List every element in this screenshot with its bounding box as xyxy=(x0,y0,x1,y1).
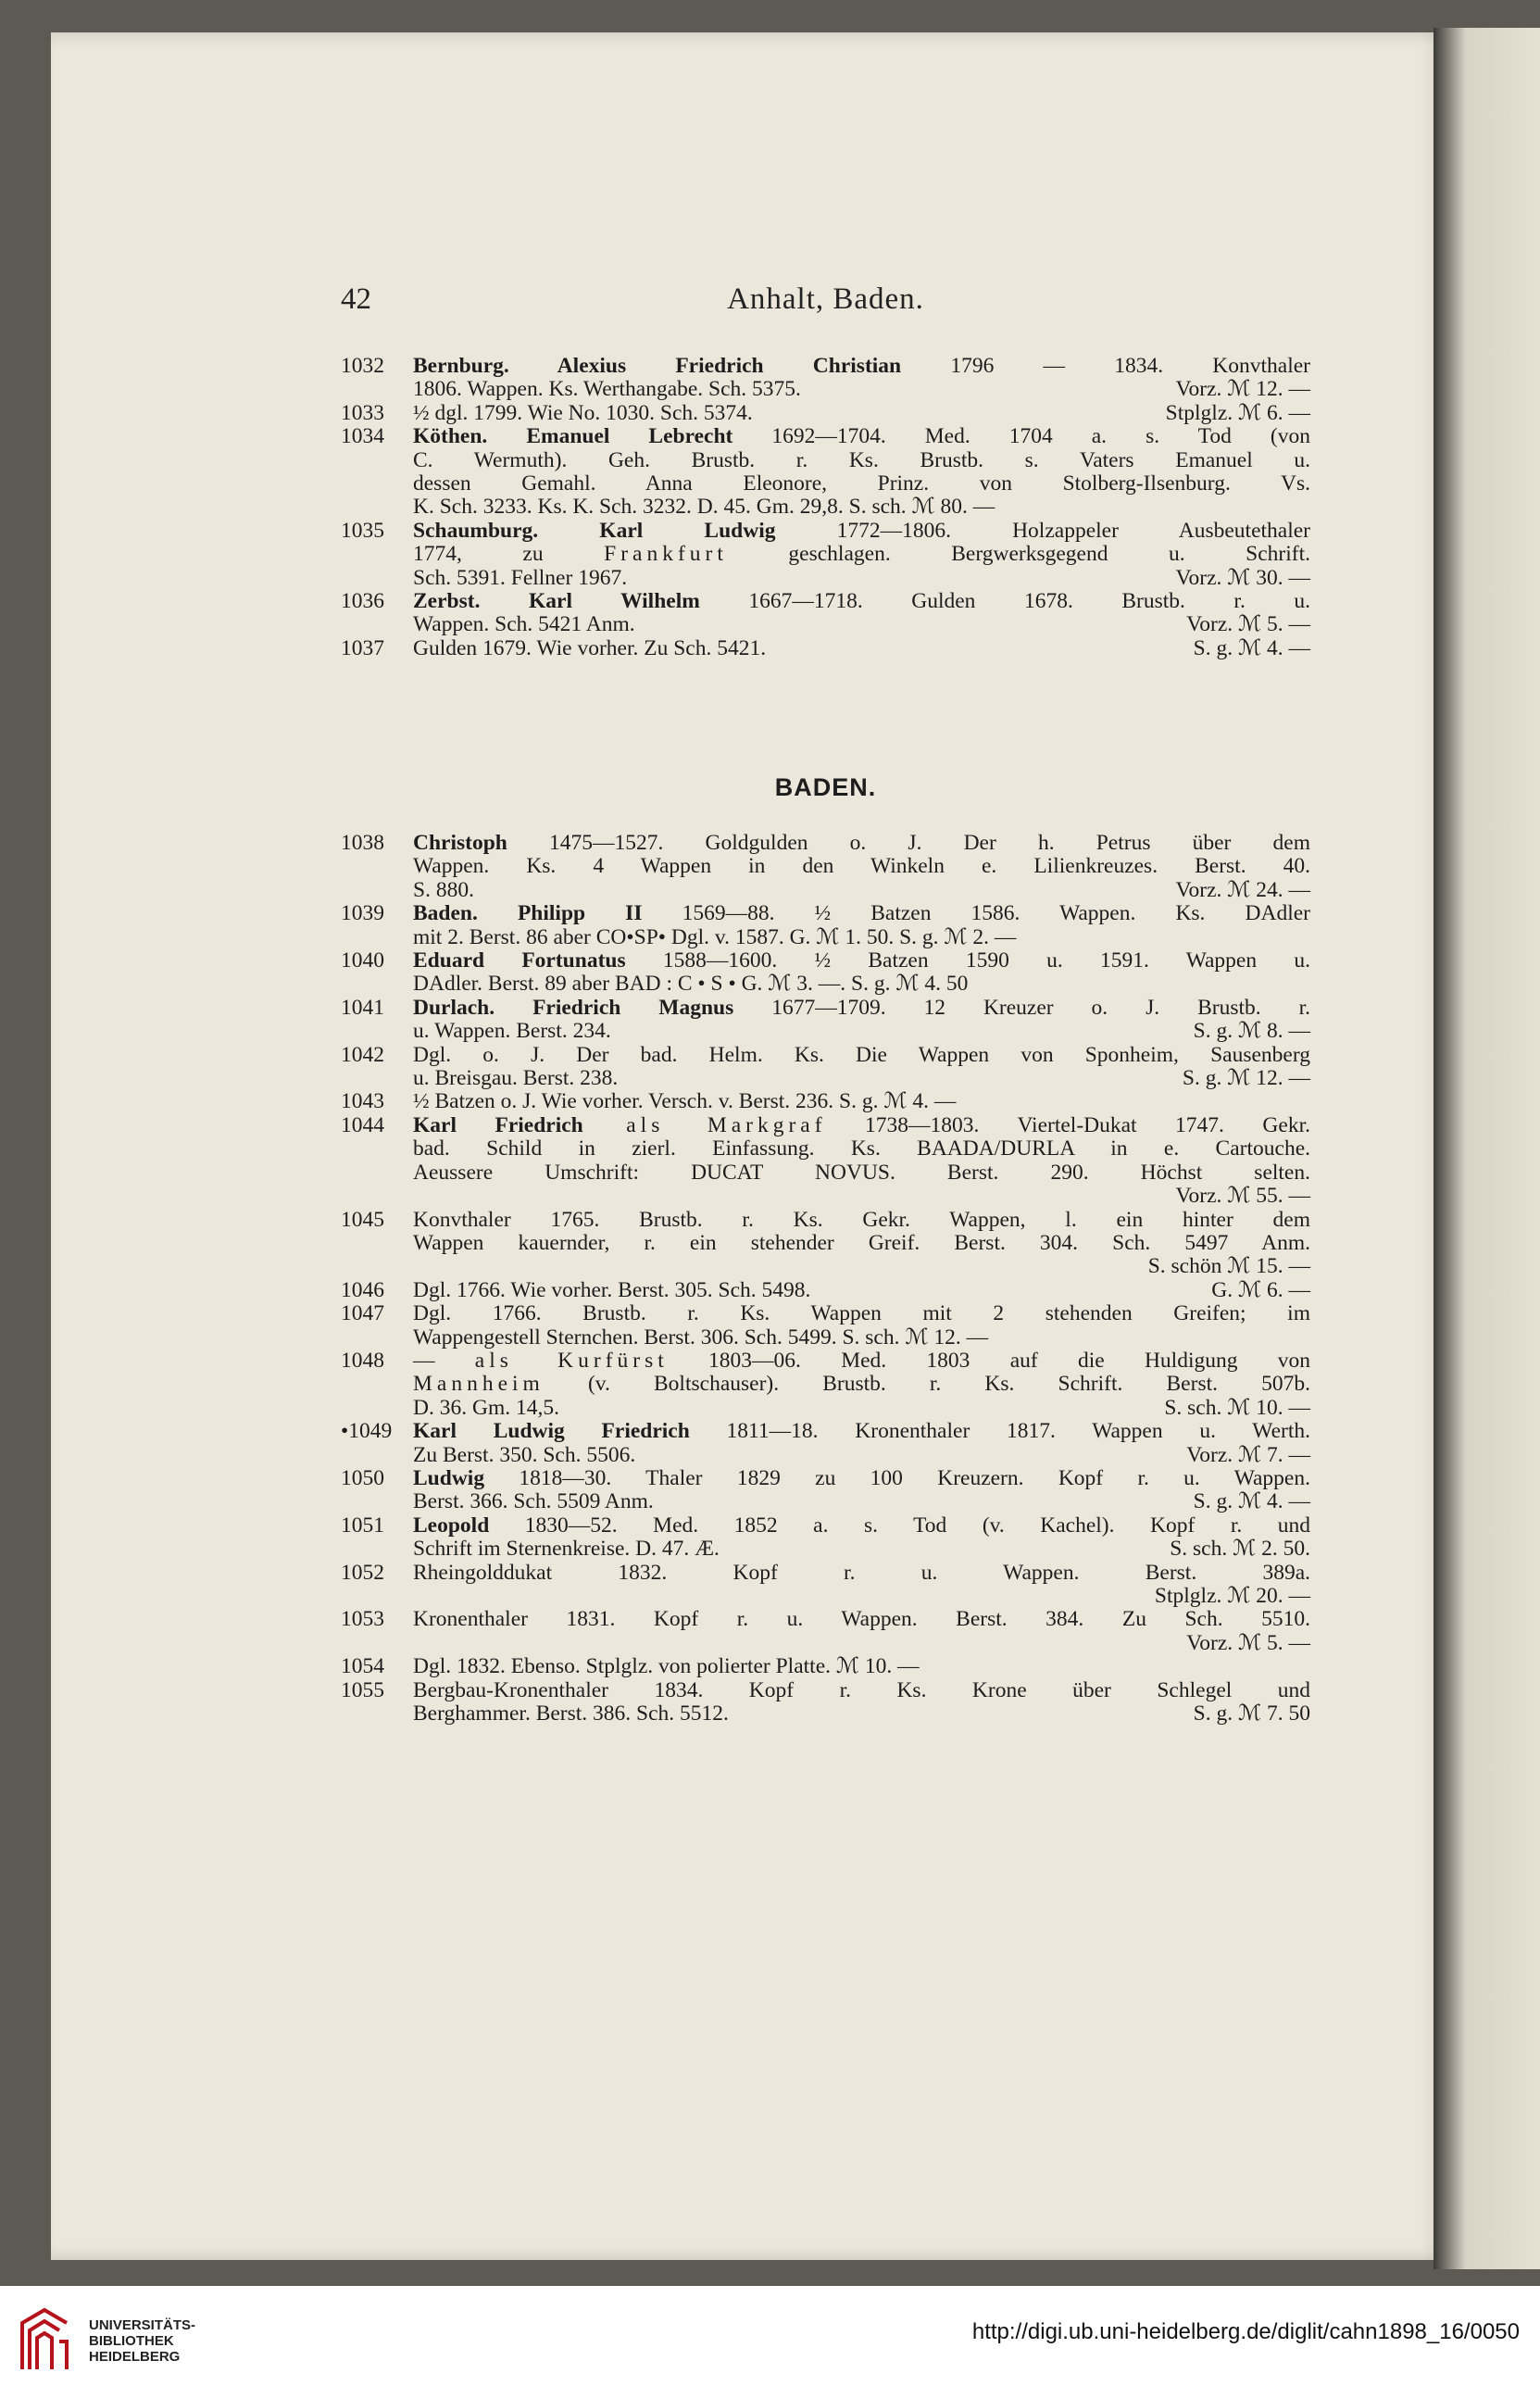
catalog-entry xyxy=(341,1090,1310,1113)
entry-text: Mannheim xyxy=(413,1372,545,1397)
entry-line xyxy=(413,425,1310,448)
entry-line xyxy=(413,1702,1310,1726)
entry-text: 1738—1803. Viertel-Dukat 1747. Gekr. xyxy=(826,1112,1310,1137)
entry-line xyxy=(413,1020,1310,1043)
entry-text: Wappengestell Sternchen. Berst. 306. Sch. 5499. S. sch. ℳ 12. — xyxy=(413,1325,989,1350)
entry-text: S. 880. xyxy=(413,877,474,902)
facing-page-edge xyxy=(1434,28,1540,2269)
catalog-entry xyxy=(341,1350,1310,1420)
catalog-entry xyxy=(341,949,1310,997)
entry-line xyxy=(413,1350,1310,1373)
catalog-entry xyxy=(341,1209,1310,1279)
entry-line xyxy=(413,1444,1310,1467)
library-logo-icon xyxy=(17,2304,74,2374)
entry-line xyxy=(413,1067,1310,1090)
entry-line xyxy=(413,1279,1310,1302)
entry-text: Zu Berst. 350. Sch. 5506. xyxy=(413,1442,636,1467)
entry-heading-text: Zerbst. xyxy=(413,589,481,614)
entry-line xyxy=(413,567,1310,590)
entry-text: 1475—1527. Goldgulden o. J. Der h. Petrus über dem xyxy=(507,831,1310,855)
price-text: S. g. ℳ 8. — xyxy=(1193,1019,1310,1044)
entry-text: 1677—1709. 12 Kreuzer o. J. Brustb. r. xyxy=(733,995,1310,1020)
entry-line xyxy=(413,1090,1310,1113)
entry-text: DAdler. Berst. 89 aber BAD : C • S • G. ℳ 3. —. S. g. ℳ 4. 50 xyxy=(413,972,969,997)
entry-line xyxy=(413,1538,1310,1561)
entry-line xyxy=(413,949,1310,973)
catalog-entry xyxy=(341,1655,1310,1678)
entry-text: 1774, zu xyxy=(413,542,605,567)
price-text: Stplglz. ℳ 20. — xyxy=(1154,1584,1310,1608)
catalog-entry xyxy=(341,1608,1310,1655)
entry-text: Berghammer. Berst. 386. Sch. 5512. xyxy=(413,1701,729,1726)
price-text: Vorz. ℳ 12. — xyxy=(1175,377,1310,402)
entry-line xyxy=(413,1608,1310,1631)
price-text: S. g. ℳ 12. — xyxy=(1182,1066,1310,1091)
entry-number: 1040 xyxy=(341,948,384,973)
entry-text: 1803—06. Med. 1803 auf die Huldigung von xyxy=(668,1348,1310,1373)
entry-text: 1569—88. ½ Batzen 1586. Wappen. Ks. DAdler xyxy=(642,901,1310,926)
footer-bar xyxy=(0,2286,1540,2398)
entry-text: K. Sch. 3233. Ks. K. Sch. 3232. D. 45. Gm. 29,8. S. sch. ℳ 80. — xyxy=(413,495,995,520)
entry-number: 1046 xyxy=(341,1277,384,1302)
entry-text: ½ dgl. 1799. Wie No. 1030. Sch. 5374. xyxy=(413,400,753,425)
price-text: S. schön ℳ 15. — xyxy=(1147,1254,1310,1279)
entry-line xyxy=(413,1467,1310,1490)
entry-heading-text: Durlach. xyxy=(413,995,495,1020)
entry-line xyxy=(413,1326,1310,1350)
library-name xyxy=(89,2317,195,2365)
entry-heading-text: Eduard Fortunatus xyxy=(413,948,626,973)
entry-text: bad. Schild in zierl. Einfassung. Ks. BAADA/DURLA in e. Cartouche. xyxy=(413,1136,1310,1161)
catalog-entry xyxy=(341,520,1310,590)
catalog-entries-baden xyxy=(341,832,1310,1726)
entry-heading-text: Karl Friedrich xyxy=(413,1112,583,1137)
entry-text: Konvthaler 1765. Brustb. r. Ks. Gekr. Wappen, l. ein hinter dem xyxy=(413,1207,1310,1232)
entry-line xyxy=(413,1114,1310,1137)
catalog-entry xyxy=(341,902,1310,949)
library-name-line: BIBLIOTHEK xyxy=(89,2333,174,2349)
entry-text: Dgl. 1832. Ebenso. Stplglz. von polierter Platte. ℳ 10. — xyxy=(413,1654,920,1679)
entry-number: 1034 xyxy=(341,424,384,449)
entry-number: 1052 xyxy=(341,1560,384,1585)
entry-heading-text: Bernburg. xyxy=(413,354,509,378)
entry-line xyxy=(413,1209,1310,1232)
entry-number: 1042 xyxy=(341,1042,384,1067)
catalog-entry xyxy=(341,637,1310,660)
entry-number: 1041 xyxy=(341,995,384,1020)
entry-line xyxy=(413,1373,1310,1396)
entry-text: 1818—30. Thaler 1829 zu 100 Kreuzern. Kopf r. u. Wappen. xyxy=(484,1465,1310,1490)
entry-line xyxy=(413,855,1310,878)
entry-heading-text: Baden. xyxy=(413,901,478,926)
entry-text: Aeussere Umschrift: DUCAT NOVUS. Berst. 290. Höchst selten. xyxy=(413,1160,1310,1185)
entry-number: 1036 xyxy=(341,589,384,614)
entry-text: Berst. 366. Sch. 5509 Anm. xyxy=(413,1489,654,1514)
catalog-entry xyxy=(341,1420,1310,1467)
entry-line xyxy=(413,973,1310,996)
entry-text: 1692—1704. Med. 1704 a. s. Tod (von xyxy=(732,424,1310,449)
catalog-entry xyxy=(341,832,1310,902)
entry-line xyxy=(413,832,1310,855)
entry-text: 1667—1718. Gulden 1678. Brustb. r. u. xyxy=(699,589,1310,614)
entry-line xyxy=(413,1420,1310,1443)
source-url-link[interactable]: http://digi.ub.uni-heidelberg.de/diglit/cahn1898_16/0050 xyxy=(971,2319,1520,2344)
catalog-entry xyxy=(341,590,1310,637)
entry-text: 1811—18. Kronenthaler 1817. Wappen u. Werth. xyxy=(689,1419,1310,1444)
entry-number: 1053 xyxy=(341,1607,384,1632)
entry-text: — xyxy=(413,1348,475,1373)
catalog-entry xyxy=(341,1044,1310,1091)
entry-number: 1038 xyxy=(341,831,384,855)
entry-line xyxy=(413,1137,1310,1161)
entry-line xyxy=(413,637,1310,660)
price-text: S. g. ℳ 4. — xyxy=(1193,635,1310,660)
entry-heading-text: Philipp II xyxy=(477,901,643,926)
entry-text: 1830—52. Med. 1852 a. s. Tod (v. Kachel). Kopf r. und xyxy=(489,1513,1310,1538)
entry-heading-text: Karl Ludwig xyxy=(538,518,776,543)
entry-line xyxy=(413,496,1310,519)
entry-number: 1050 xyxy=(341,1465,384,1490)
entry-line xyxy=(413,1185,1310,1208)
price-text: Stplglz. ℳ 6. — xyxy=(1165,400,1310,425)
catalog-entry xyxy=(341,1114,1310,1209)
entry-line xyxy=(413,1490,1310,1513)
entry-heading-text: Friedrich Magnus xyxy=(495,995,734,1020)
entry-heading-text: Schaumburg. xyxy=(413,518,539,543)
entry-line xyxy=(413,1632,1310,1655)
entry-line xyxy=(413,402,1310,425)
catalog-entry xyxy=(341,1679,1310,1726)
entry-number: 1047 xyxy=(341,1301,384,1326)
price-text: S. sch. ℳ 10. — xyxy=(1164,1395,1310,1420)
entry-line xyxy=(413,378,1310,401)
entry-text: ½ Batzen o. J. Wie vorher. Versch. v. Berst. 236. S. g. ℳ 4. — xyxy=(413,1089,957,1114)
entry-line xyxy=(413,1044,1310,1067)
price-text: Vorz. ℳ 5. — xyxy=(1186,612,1310,637)
entry-number: 1045 xyxy=(341,1207,384,1232)
entry-text: 1806. Wappen. Ks. Werthangabe. Sch. 5375. xyxy=(413,377,801,402)
entry-text: als Kurfürst xyxy=(474,1348,669,1373)
entry-text: Dgl. o. J. Der bad. Helm. Ks. Die Wappen von Sponheim, Sausenberg xyxy=(413,1042,1310,1067)
entry-text: dessen Gemahl. Anna Eleonore, Prinz. von Stolberg-Ilsenburg. Vs. xyxy=(413,471,1310,496)
entry-number: 1032 xyxy=(341,354,384,378)
catalog-entry xyxy=(341,402,1310,425)
entry-line xyxy=(413,472,1310,496)
entry-line xyxy=(413,1161,1310,1185)
entry-line xyxy=(413,1562,1310,1585)
price-text: Vorz. ℳ 5. — xyxy=(1186,1630,1310,1655)
entry-number: •1049 xyxy=(341,1419,393,1444)
entry-line xyxy=(413,543,1310,566)
price-text: S. sch. ℳ 2. 50. xyxy=(1170,1537,1310,1562)
catalog-entry xyxy=(341,355,1310,402)
entry-line xyxy=(413,520,1310,543)
entry-text: u. Breisgau. Berst. 238. xyxy=(413,1066,619,1091)
entry-text: Wappen kauernder, r. ein stehender Greif. Berst. 304. Sch. 5497 Anm. xyxy=(413,1230,1310,1255)
entry-line xyxy=(413,1397,1310,1420)
entry-text: D. 36. Gm. 14,5. xyxy=(413,1395,559,1420)
entry-text: geschlagen. Bergwerksgegend u. Schrift. xyxy=(727,542,1310,567)
catalog-entries-anhalt xyxy=(341,355,1310,660)
entry-heading-text: Christoph xyxy=(413,831,507,855)
entry-text: 1588—1600. ½ Batzen 1590 u. 1591. Wappen u. xyxy=(625,948,1310,973)
entry-number: 1051 xyxy=(341,1513,384,1538)
price-text: S. g. ℳ 4. — xyxy=(1193,1489,1310,1514)
entry-text: (v. Boltschauser). Brustb. r. Ks. Schrift. Berst. 507b. xyxy=(544,1372,1310,1397)
price-text: S. g. ℳ 7. 50 xyxy=(1193,1701,1310,1726)
entry-text: Wappen. Ks. 4 Wappen in den Winkeln e. Lilienkreuzes. Berst. 40. xyxy=(413,854,1310,879)
entry-text: u. Wappen. Berst. 234. xyxy=(413,1019,611,1044)
catalog-entry xyxy=(341,1279,1310,1302)
entry-text: Wappen. Sch. 5421 Anm. xyxy=(413,612,635,637)
entry-line xyxy=(413,1514,1310,1538)
entry-text: Gulden 1679. Wie vorher. Zu Sch. 5421. xyxy=(413,635,767,660)
catalog-entry xyxy=(341,1514,1310,1562)
price-text: Vorz. ℳ 24. — xyxy=(1175,877,1310,902)
price-text: Vorz. ℳ 7. — xyxy=(1186,1442,1310,1467)
catalog-entry xyxy=(341,425,1310,520)
price-text: G. ℳ 6. — xyxy=(1211,1277,1310,1302)
entry-line xyxy=(413,1585,1310,1608)
entry-text: 1796 — 1834. Konvthaler xyxy=(901,354,1310,378)
page-number: 42 xyxy=(341,282,371,316)
entry-line xyxy=(413,997,1310,1020)
entry-number: 1037 xyxy=(341,635,384,660)
entry-text: Dgl. 1766. Brustb. r. Ks. Wappen mit 2 stehenden Greifen; im xyxy=(413,1301,1310,1326)
entry-text: 1772—1806. Holzappeler Ausbeutethaler xyxy=(775,518,1310,543)
entry-number: 1055 xyxy=(341,1677,384,1702)
entry-text: Kronenthaler 1831. Kopf r. u. Wappen. Berst. 384. Zu Sch. 5510. xyxy=(413,1607,1310,1632)
entry-text: Sch. 5391. Fellner 1967. xyxy=(413,565,628,590)
entry-line xyxy=(413,926,1310,949)
page-title: Anhalt, Baden. xyxy=(727,282,924,316)
entry-number: 1035 xyxy=(341,518,384,543)
entry-line xyxy=(413,590,1310,613)
entry-text: mit 2. Berst. 86 aber CO•SP• Dgl. v. 1587. G. ℳ 1. 50. S. g. ℳ 2. — xyxy=(413,924,1017,949)
entry-number: 1043 xyxy=(341,1089,384,1114)
library-name-line: UNIVERSITÄTS- xyxy=(89,2317,196,2333)
entry-number: 1048 xyxy=(341,1348,384,1373)
entry-line xyxy=(413,1232,1310,1255)
entry-heading-text: Ludwig xyxy=(413,1465,485,1490)
entry-line xyxy=(413,879,1310,902)
entry-text: Frankfurt xyxy=(604,542,728,567)
catalog-entry xyxy=(341,997,1310,1044)
entry-line xyxy=(413,1302,1310,1325)
entry-line xyxy=(413,1655,1310,1678)
entry-heading-text: Leopold xyxy=(413,1513,490,1538)
entry-text: Rheingolddukat 1832. Kopf r. u. Wappen. Berst. 389a. xyxy=(413,1560,1310,1585)
section-heading: BADEN. xyxy=(774,773,877,801)
entry-number: 1054 xyxy=(341,1654,384,1679)
running-head xyxy=(341,282,1310,329)
entry-text: Bergbau-Kronenthaler 1834. Kopf r. Ks. Krone über Schlegel und xyxy=(413,1677,1310,1702)
entry-number: 1044 xyxy=(341,1112,384,1137)
entry-text: Schrift im Sternenkreise. D. 47. Æ. xyxy=(413,1537,720,1562)
entry-line xyxy=(413,1679,1310,1702)
price-text: Vorz. ℳ 55. — xyxy=(1175,1184,1310,1209)
entry-heading-text: Alexius Friedrich Christian xyxy=(508,354,902,378)
library-name-line: HEIDELBERG xyxy=(89,2349,181,2365)
entry-line xyxy=(413,613,1310,636)
entry-number: 1033 xyxy=(341,400,384,425)
entry-line xyxy=(413,1255,1310,1278)
price-text: Vorz. ℳ 30. — xyxy=(1175,565,1310,590)
entry-number: 1039 xyxy=(341,901,384,926)
entry-heading-text: Emanuel Lebrecht xyxy=(487,424,733,449)
entry-line xyxy=(413,449,1310,472)
entry-text: Dgl. 1766. Wie vorher. Berst. 305. Sch. 5498. xyxy=(413,1277,811,1302)
entry-heading-text: Karl Wilhelm xyxy=(480,589,700,614)
entry-line xyxy=(413,902,1310,925)
entry-heading-text: Karl Ludwig Friedrich xyxy=(413,1419,690,1444)
entry-text: als Markgraf xyxy=(582,1112,827,1137)
catalog-entry xyxy=(341,1302,1310,1350)
catalog-entry xyxy=(341,1562,1310,1609)
entry-text: C. Wermuth). Geh. Brustb. r. Ks. Brustb. s. Vaters Emanuel u. xyxy=(413,447,1310,472)
entry-line xyxy=(413,355,1310,378)
entry-heading-text: Köthen. xyxy=(413,424,488,449)
catalog-entry xyxy=(341,1467,1310,1514)
